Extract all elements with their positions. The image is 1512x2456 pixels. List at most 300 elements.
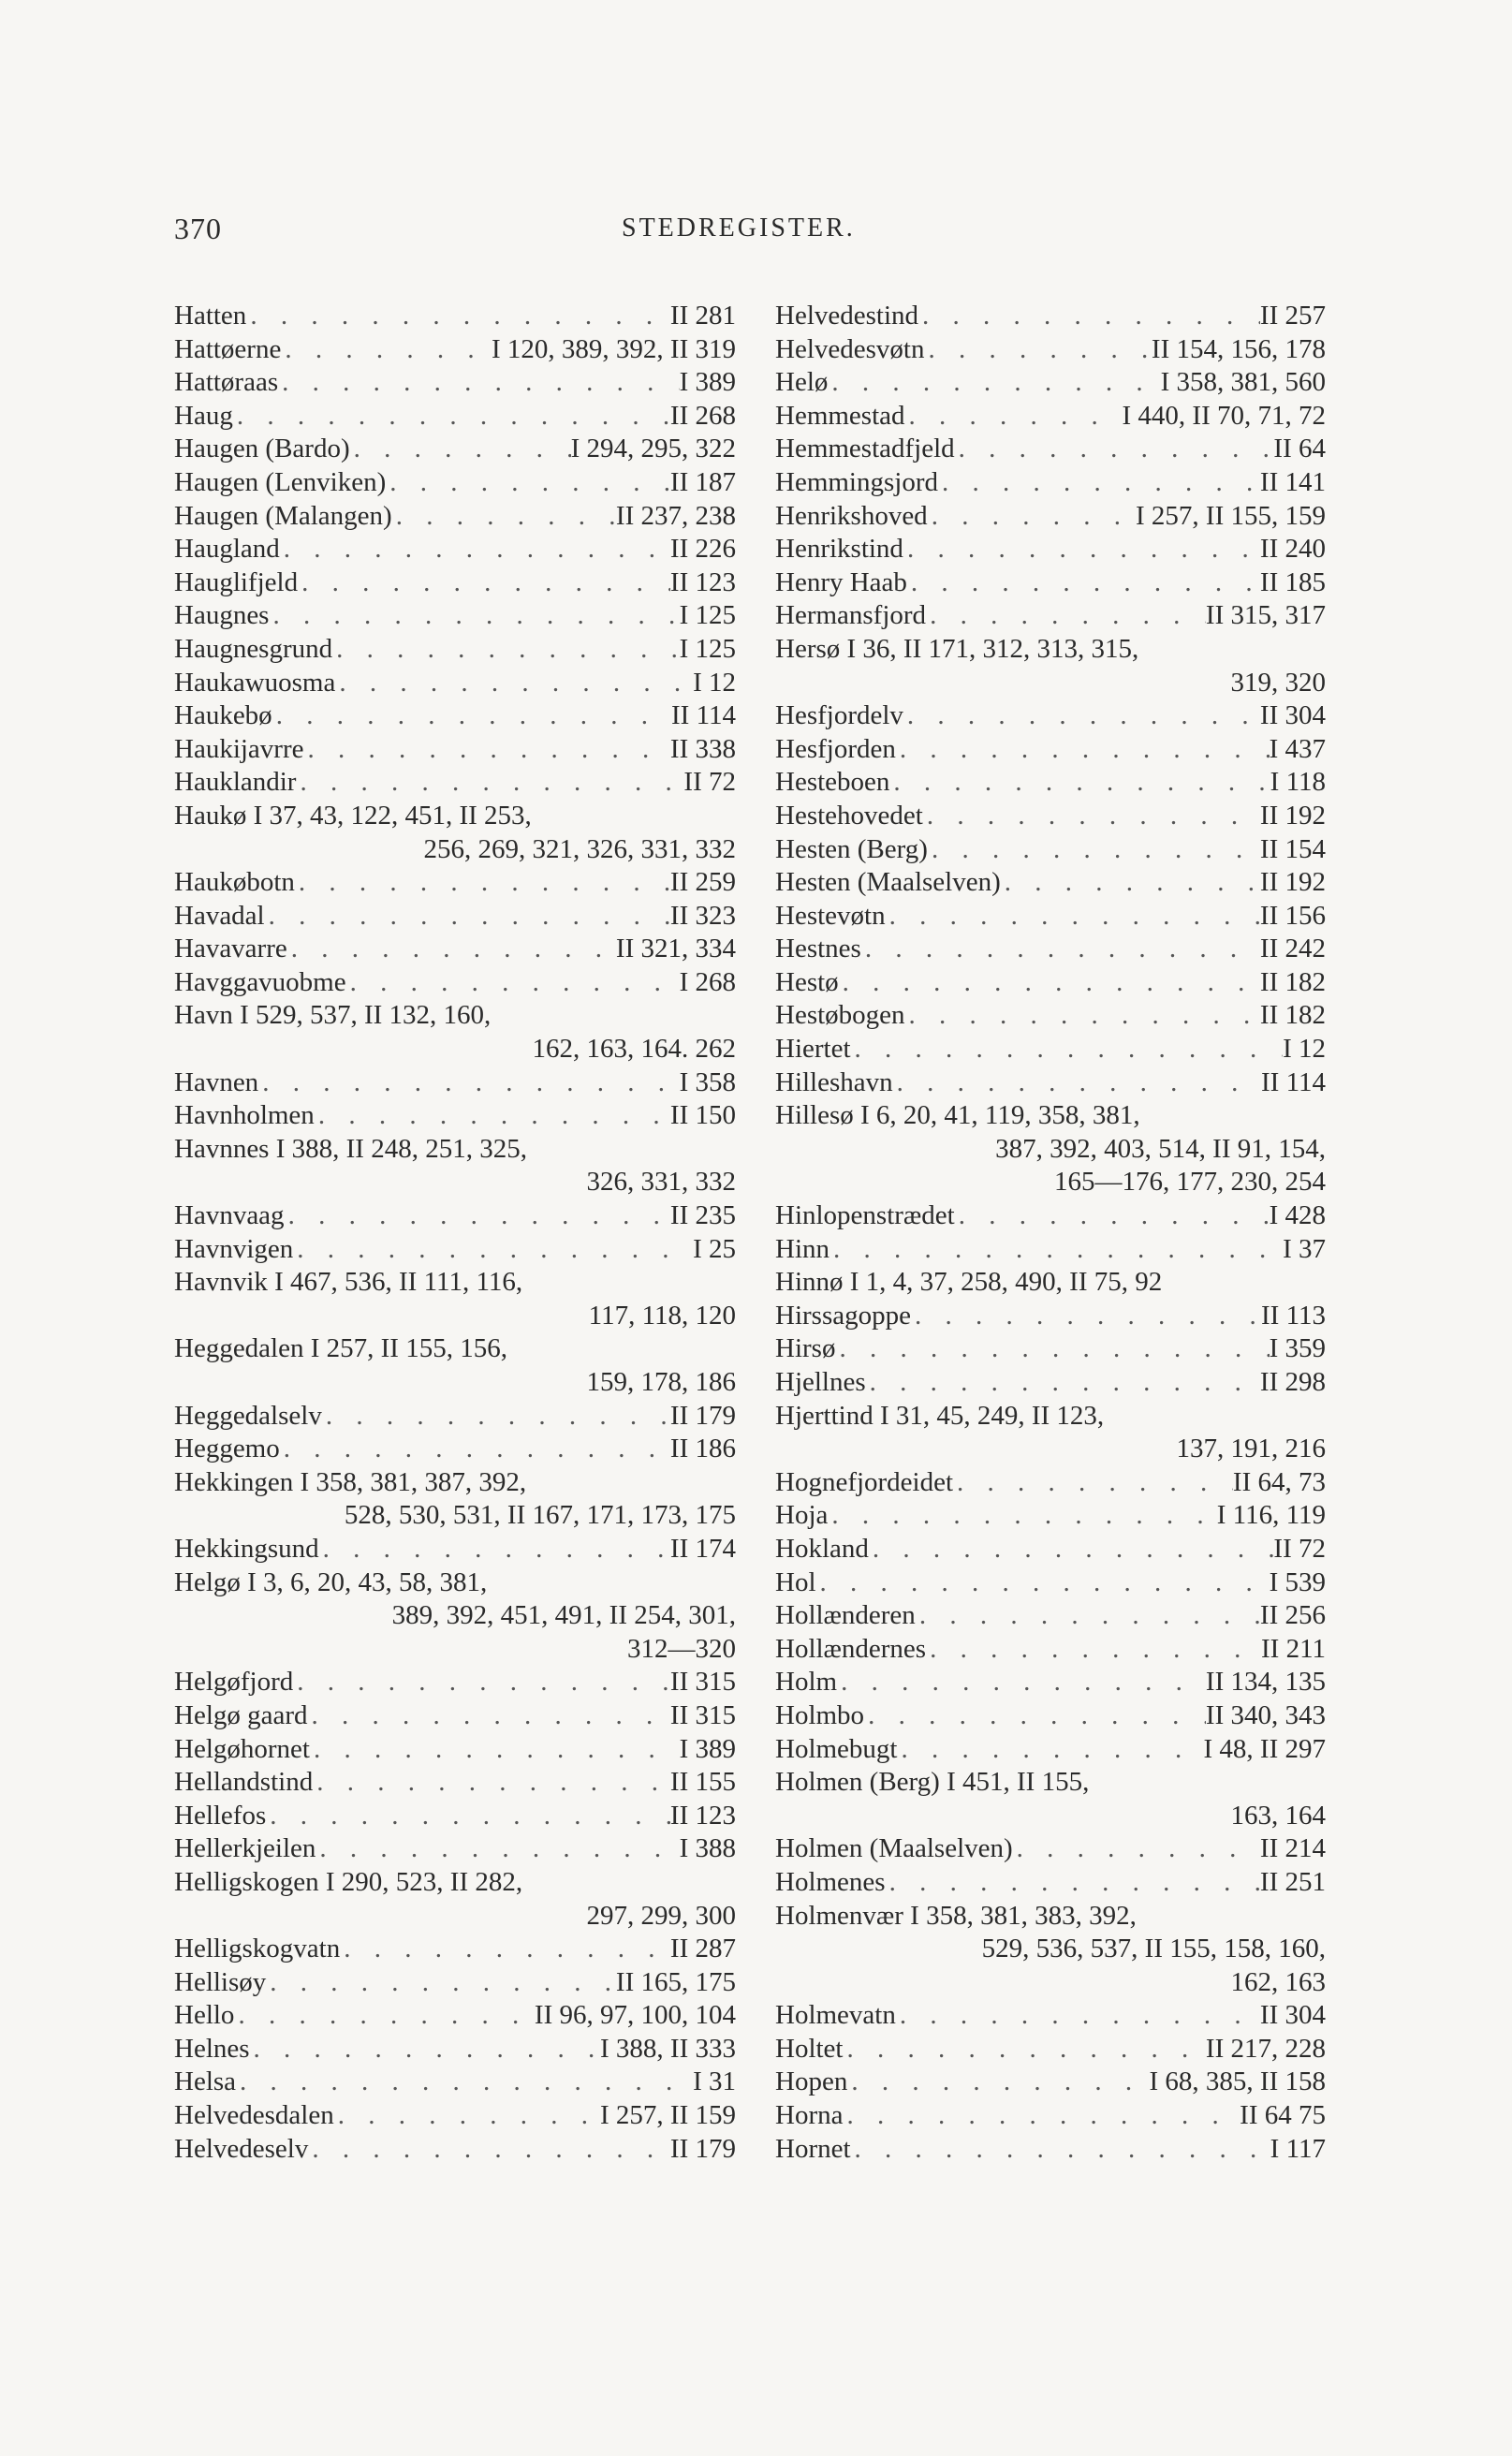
place-name: Hol [775, 1566, 816, 1597]
entry-references: I 31 [693, 2066, 736, 2097]
place-name: Havn I 529, 537, II 132, 160, [174, 1000, 492, 1031]
dot-leader [869, 1533, 1274, 1566]
entry-continuation [174, 1033, 736, 1066]
index-entry [174, 1832, 736, 1866]
entry-line [775, 1033, 1326, 1066]
entry-line [775, 1900, 1326, 1934]
place-name: Haukebø [174, 700, 272, 731]
entry-references: I 388, II 333 [600, 2033, 736, 2064]
entry-references: II 268 [669, 400, 736, 431]
index-entry [775, 1499, 1326, 1533]
index-entry [174, 1699, 736, 1733]
dot-leader [903, 533, 1260, 566]
entry-line [775, 833, 1326, 867]
entry-references: 387, 392, 403, 514, II 91, 154, [995, 1133, 1326, 1164]
index-entry [174, 599, 736, 633]
entry-line [775, 1766, 1326, 1800]
entry-references: 528, 530, 531, II 167, 171, 173, 175 [344, 1500, 736, 1531]
index-entry [775, 1033, 1326, 1066]
dot-leader [886, 1866, 1260, 1900]
place-name: Hemmestad [775, 400, 905, 431]
dot-leader [1013, 1832, 1260, 1866]
entry-continuation [174, 1366, 736, 1400]
index-entry [174, 2133, 736, 2167]
place-name: Helgøhornet [174, 1733, 310, 1764]
entry-line [775, 533, 1326, 566]
entry-references: II 304 [1259, 2000, 1326, 2031]
place-name: Haugnesgrund [174, 633, 333, 664]
dot-leader [298, 566, 670, 600]
index-entry [174, 966, 736, 1000]
entry-line [174, 1566, 736, 1600]
index-entry [775, 900, 1326, 934]
index-entry [775, 1666, 1326, 1699]
index-entry [775, 633, 1326, 699]
index-entry [775, 1733, 1326, 1767]
dot-leader [837, 1666, 1206, 1699]
entry-line [174, 866, 736, 900]
dot-leader [392, 500, 616, 534]
dot-leader [843, 2099, 1240, 2133]
place-name: Hinnø I 1, 4, 37, 258, 490, II 75, 92 [775, 1267, 1163, 1298]
place-name: Helø [775, 367, 829, 398]
place-name: Hollænderen [775, 1600, 916, 1631]
entry-continuation [775, 1433, 1326, 1466]
entry-references: II 187 [669, 466, 736, 497]
dot-leader [844, 2033, 1206, 2066]
entry-line [775, 599, 1326, 633]
entry-line [775, 699, 1326, 733]
place-name: Holmebugt [775, 1733, 898, 1764]
index-entry [174, 1233, 736, 1267]
entry-references: II 251 [1259, 1866, 1326, 1897]
entry-references: I 257, II 159 [600, 2100, 736, 2131]
entry-references: I 68, 385, II 158 [1149, 2066, 1326, 2097]
entry-references: 163, 164 [1230, 1800, 1326, 1831]
entry-references: II 235 [669, 1200, 736, 1231]
index-entry [174, 466, 736, 500]
index-entry [775, 1233, 1326, 1267]
entry-references: II 179 [669, 2133, 736, 2164]
dot-leader [851, 1033, 1284, 1066]
index-entry [775, 500, 1326, 534]
index-entry [775, 733, 1326, 767]
index-entry [775, 1599, 1326, 1633]
entry-line [775, 933, 1326, 966]
place-name: Haugen (Bardo) [174, 434, 350, 464]
entry-line [775, 1233, 1326, 1267]
index-entry [174, 1666, 736, 1699]
place-name: Helgøfjord [174, 1667, 294, 1698]
entry-line [775, 1066, 1326, 1100]
dot-leader [266, 1800, 670, 1833]
place-name: Heggedalen I 257, II 155, 156, [174, 1333, 507, 1364]
place-name: Holm [775, 1667, 838, 1698]
entry-line [174, 1133, 736, 1167]
place-name: Haukø I 37, 43, 122, 451, II 253, [174, 800, 532, 831]
entry-references: II 237, 238 [615, 500, 736, 531]
index-entry [174, 800, 736, 866]
entry-references: II 113 [1261, 1300, 1326, 1331]
index-entry [775, 1866, 1326, 1900]
entry-line [174, 1066, 736, 1100]
entry-references: I 118 [1270, 767, 1326, 798]
index-entry [775, 1366, 1326, 1400]
dot-leader [295, 866, 670, 900]
place-name: Hello [174, 2000, 235, 2031]
index-entry [174, 566, 736, 600]
dot-leader [310, 1733, 680, 1767]
place-name: Helvedestind [775, 301, 919, 331]
place-name: Hiertet [775, 1034, 851, 1065]
entry-line [174, 533, 736, 566]
entry-references: 297, 299, 300 [586, 1900, 736, 1931]
entry-line [775, 2133, 1326, 2167]
entry-line [775, 333, 1326, 367]
index-entry [174, 999, 736, 1066]
place-name: Hirssagoppe [775, 1300, 911, 1331]
entry-line [174, 699, 736, 733]
place-name: Helsa [174, 2066, 237, 2097]
entry-references: II 304 [1259, 700, 1326, 731]
dot-leader [296, 766, 683, 800]
entry-references: II 134, 135 [1205, 1667, 1326, 1698]
dot-leader [828, 366, 1160, 400]
place-name: Helgø I 3, 6, 20, 43, 58, 381, [174, 1566, 488, 1597]
place-name: Hjellnes [775, 1367, 866, 1397]
entry-continuation [775, 1133, 1326, 1167]
entry-references: II 315, 317 [1205, 600, 1326, 631]
place-name: Helvedeselv [174, 2133, 309, 2164]
index-entry [775, 1566, 1326, 1600]
index-entry [174, 1966, 736, 2000]
index-entry [174, 2033, 736, 2066]
entry-continuation [174, 1599, 736, 1633]
entry-references: I 358, 381, 560 [1160, 367, 1326, 398]
index-entry [174, 2099, 736, 2133]
entry-line [775, 366, 1326, 400]
entry-continuation [174, 1633, 736, 1667]
place-name: Hoja [775, 1500, 829, 1531]
dot-leader [308, 1699, 670, 1733]
entry-line [174, 1332, 736, 1366]
index-column-right [775, 300, 1326, 2166]
place-name: Hjerttind I 31, 45, 249, II 123, [775, 1400, 1105, 1431]
place-name: Hellefos [174, 1800, 267, 1831]
place-name: Helligskogen I 290, 523, II 282, [174, 1866, 523, 1897]
dot-leader [835, 1332, 1269, 1366]
dot-leader [293, 1233, 693, 1267]
entry-references: II 298 [1259, 1367, 1326, 1397]
entry-references: II 182 [1259, 966, 1326, 997]
entry-line [174, 999, 736, 1033]
index-entry [775, 1699, 1326, 1733]
entry-line [775, 733, 1326, 767]
place-name: Hillesø I 6, 20, 41, 119, 358, 381, [775, 1100, 1140, 1131]
entry-line [775, 800, 1326, 833]
entry-continuation [174, 833, 736, 867]
dot-leader [905, 999, 1260, 1033]
entry-line [174, 333, 736, 367]
dot-leader [287, 933, 616, 966]
entry-references: I 437 [1269, 733, 1326, 764]
place-name: Hinlopenstrædet [775, 1200, 955, 1231]
entry-references: 159, 178, 186 [586, 1367, 736, 1397]
entry-line [174, 1466, 736, 1500]
dot-leader [928, 833, 1260, 867]
entry-references: II 174 [669, 1533, 736, 1564]
dot-leader [905, 400, 1123, 434]
place-name: Havavarre [174, 934, 287, 964]
dot-leader [907, 566, 1260, 600]
place-name: Haukawuosma [174, 667, 336, 698]
entry-line [174, 1199, 736, 1233]
dot-leader [285, 1199, 670, 1233]
dot-leader [886, 900, 1260, 934]
dot-leader [236, 2066, 693, 2099]
index-entry [174, 366, 736, 400]
index-entry [174, 1133, 736, 1199]
dot-leader [293, 1666, 670, 1699]
entry-line [174, 1666, 736, 1699]
index-entry [174, 699, 736, 733]
entry-references: II 259 [669, 867, 736, 898]
entry-continuation [174, 1900, 736, 1934]
index-entry [174, 1999, 736, 2033]
index-entry [775, 1533, 1326, 1566]
entry-line [174, 2099, 736, 2133]
index-entry [174, 866, 736, 900]
dot-leader [953, 1466, 1233, 1500]
dot-leader [839, 966, 1260, 1000]
dot-leader [896, 1999, 1260, 2033]
entry-line [174, 1832, 736, 1866]
dot-leader [924, 333, 1151, 367]
place-name: Hemmingsjord [775, 466, 938, 497]
entry-line [174, 300, 736, 333]
index-entry [775, 1099, 1326, 1199]
entry-line [174, 800, 736, 833]
entry-references: I 539 [1269, 1566, 1326, 1597]
place-name: Havnholmen [174, 1100, 315, 1131]
dot-leader [955, 1199, 1270, 1233]
entry-continuation [174, 1499, 736, 1533]
entry-line [174, 500, 736, 534]
dot-leader [829, 1233, 1283, 1267]
place-name: Havnvaag [174, 1200, 285, 1231]
index-entry [775, 1900, 1326, 2000]
place-name: Holmevatn [775, 2000, 896, 2031]
entry-references: II 186 [669, 1434, 736, 1464]
dot-leader [308, 2133, 670, 2167]
place-name: Haug [174, 400, 233, 431]
entry-continuation [174, 1166, 736, 1199]
index-entry [775, 1633, 1326, 1667]
entry-references: 256, 269, 321, 326, 331, 332 [423, 833, 736, 864]
entry-references: I 125 [679, 600, 736, 631]
entry-line [775, 1099, 1326, 1133]
entry-references: II 123 [669, 566, 736, 597]
entry-line [174, 2133, 736, 2167]
entry-references: I 268 [679, 966, 736, 997]
entry-line [174, 1866, 736, 1900]
entry-line [775, 1300, 1326, 1333]
index-entry [174, 500, 736, 534]
entry-references: II 150 [669, 1100, 736, 1131]
entry-line [775, 466, 1326, 500]
entry-references: I 48, II 297 [1203, 1733, 1326, 1764]
dot-leader [1001, 866, 1260, 900]
index-entry [775, 366, 1326, 400]
dot-leader [923, 800, 1260, 833]
index-entry [174, 1433, 736, 1466]
index-entry [174, 533, 736, 566]
place-name: Hesten (Berg) [775, 833, 928, 864]
entry-references: II 96, 97, 100, 104 [534, 2000, 736, 2031]
dot-leader [269, 599, 679, 633]
entry-line [775, 900, 1326, 934]
entry-continuation [775, 1966, 1326, 2000]
entry-references: I 428 [1269, 1200, 1326, 1231]
place-name: Helnes [174, 2033, 250, 2064]
dot-leader [266, 1966, 616, 2000]
entry-line [174, 366, 736, 400]
entry-references: II 242 [1259, 934, 1326, 964]
entry-line [775, 966, 1326, 1000]
entry-references: II 315 [669, 1699, 736, 1730]
index-entry [775, 999, 1326, 1033]
page-number: 370 [174, 212, 222, 245]
entry-references: I 117 [1270, 2133, 1326, 2164]
entry-references: I 125 [679, 633, 736, 664]
entry-references: 389, 392, 451, 491, II 254, 301, [391, 1600, 736, 1631]
index-entry [775, 833, 1326, 867]
entry-line [775, 633, 1326, 667]
place-name: Hognefjordeidet [775, 1466, 954, 1497]
place-name: Helgø gaard [174, 1699, 308, 1730]
entry-line [174, 1733, 736, 1767]
entry-references: I 12 [693, 667, 736, 698]
place-name: Holmbo [775, 1699, 865, 1730]
entry-references: 326, 331, 332 [586, 1167, 736, 1198]
entry-line [775, 1866, 1326, 1900]
dot-leader [864, 1699, 1206, 1733]
dot-leader [316, 1832, 679, 1866]
entry-line [174, 966, 736, 1000]
entry-line [174, 633, 736, 667]
index-entry [174, 1332, 736, 1399]
place-name: Heggemo [174, 1434, 280, 1464]
place-name: Hollændernes [775, 1633, 927, 1664]
index-entry [775, 699, 1326, 733]
place-name: Havadal [174, 900, 265, 931]
entry-references: 165—176, 177, 230, 254 [1054, 1167, 1326, 1198]
index-entry [775, 1300, 1326, 1333]
entry-line [775, 1999, 1326, 2033]
dot-leader [816, 1566, 1270, 1600]
entry-continuation [174, 1300, 736, 1333]
dot-leader [350, 433, 571, 466]
entry-references: II 185 [1259, 566, 1326, 597]
index-entry [775, 433, 1326, 466]
entry-line [775, 1733, 1326, 1767]
entry-line [775, 2066, 1326, 2099]
dot-leader [889, 766, 1270, 800]
dot-leader [926, 1633, 1261, 1667]
entry-line [775, 766, 1326, 800]
entry-references: II 114 [671, 700, 736, 731]
place-name: Holmen (Maalselven) [775, 1833, 1013, 1864]
dot-leader [893, 1066, 1261, 1100]
entry-references: I 25 [693, 1233, 736, 1264]
index-entry [174, 333, 736, 367]
entry-line [775, 1599, 1326, 1633]
index-entry [174, 1099, 736, 1133]
entry-line [775, 1566, 1326, 1600]
place-name: Hopen [775, 2066, 848, 2097]
entry-references: II 192 [1259, 800, 1326, 831]
entry-references: 162, 163 [1230, 1966, 1326, 1997]
entry-references: 137, 191, 216 [1176, 1434, 1326, 1464]
index-entry [775, 2066, 1326, 2099]
index-entry [174, 1766, 736, 1800]
entry-line [174, 1433, 736, 1466]
entry-line [775, 1633, 1326, 1667]
dot-leader [898, 1733, 1204, 1767]
entry-line [775, 1533, 1326, 1566]
entry-references: II 155 [669, 1767, 736, 1798]
dot-leader [918, 300, 1260, 333]
dot-leader [234, 1999, 534, 2033]
entry-references: II 211 [1261, 1633, 1326, 1664]
dot-leader [246, 300, 670, 333]
index-entry [174, 1866, 736, 1933]
entry-line [174, 900, 736, 934]
entry-line [174, 933, 736, 966]
index-entry [775, 599, 1326, 633]
index-entry [775, 1066, 1326, 1100]
entry-references: I 440, II 70, 71, 72 [1122, 400, 1326, 431]
place-name: Havnnes I 388, II 248, 251, 325, [174, 1133, 527, 1164]
dot-leader [903, 699, 1260, 733]
entry-references: I 257, II 155, 159 [1136, 500, 1326, 531]
place-name: Hestøbogen [775, 1000, 905, 1031]
entry-references: I 116, 119 [1216, 1500, 1326, 1531]
place-name: Hilleshavn [775, 1066, 893, 1097]
index-entry [174, 933, 736, 966]
entry-continuation [775, 1800, 1326, 1833]
entry-line [775, 1699, 1326, 1733]
place-name: Hestnes [775, 934, 861, 964]
index-entry [775, 400, 1326, 434]
entry-line [775, 1199, 1326, 1233]
index-entry [775, 1199, 1326, 1233]
entry-references: II 338 [669, 733, 736, 764]
entry-line [775, 2033, 1326, 2066]
entry-line [174, 1400, 736, 1434]
entry-references: I 37 [1283, 1233, 1326, 1264]
entry-line [174, 1266, 736, 1300]
place-name: Hesfjorden [775, 733, 896, 764]
entry-line [174, 2066, 736, 2099]
dot-leader [278, 366, 679, 400]
place-name: Havggavuobme [174, 966, 346, 997]
entry-line [174, 1533, 736, 1566]
entry-line [174, 566, 736, 600]
place-name: Hesten (Maalselven) [775, 867, 1001, 898]
entry-line [174, 433, 736, 466]
entry-references: II 257 [1259, 301, 1326, 331]
